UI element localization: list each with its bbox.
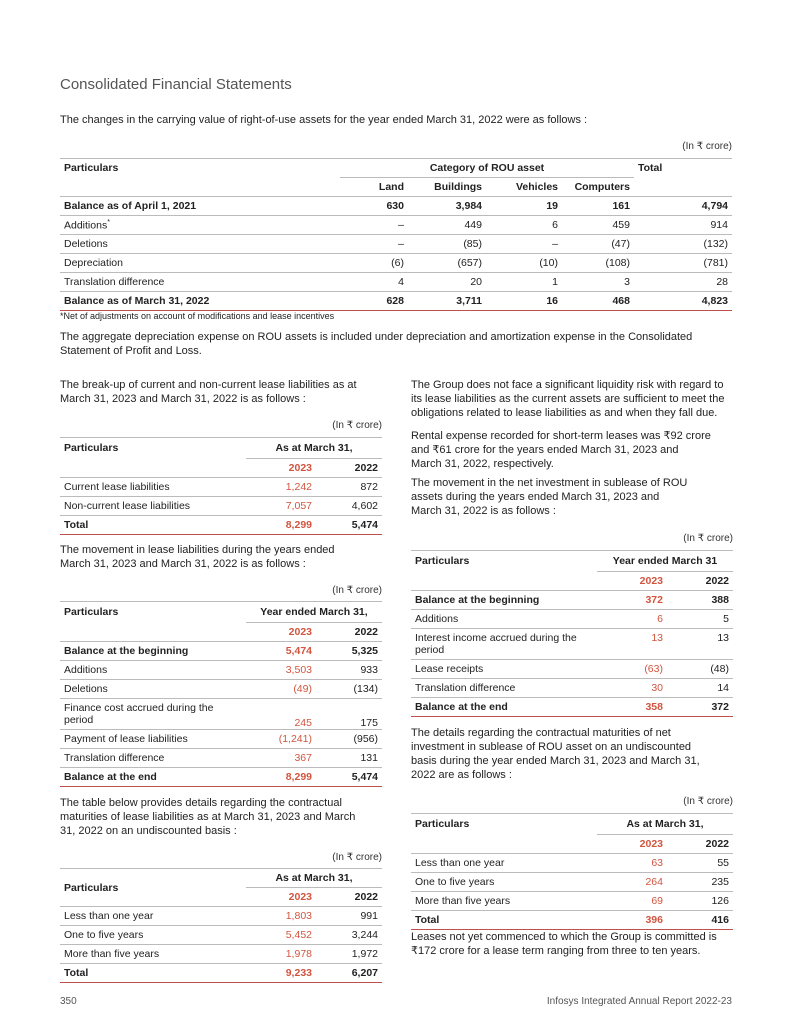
table-row (411, 678, 733, 697)
cell: (48) (667, 659, 733, 678)
table-row (60, 216, 732, 235)
intro-text: The changes in the carrying value of right-of-use assets for the year ended March 31, 2022 were as follows : (60, 114, 588, 126)
cell: (49) (246, 679, 316, 698)
cell: 264 (597, 872, 667, 891)
cell: 5,452 (246, 926, 316, 945)
col-particulars: Particulars (411, 814, 597, 835)
rou-unit: (In ₹ crore) (682, 141, 732, 152)
row-label: Additions (411, 609, 597, 628)
cell: 5,474 (246, 641, 316, 660)
cell: 1,803 (246, 907, 316, 926)
cell: 13 (597, 628, 667, 659)
cell: 19 (486, 197, 562, 216)
table-row (60, 945, 382, 964)
row-label: Balance at the end (60, 767, 246, 786)
row-label: Less than one year (411, 853, 597, 872)
row-label: Balance as of March 31, 2022 (60, 292, 340, 311)
table-row (60, 197, 732, 216)
cell: 9,233 (246, 964, 316, 983)
cell: 7,057 (246, 496, 316, 515)
table-row (60, 926, 382, 945)
cell: 3 (562, 273, 634, 292)
cell: 358 (597, 697, 667, 716)
cell: (47) (562, 235, 634, 254)
cell: 3,503 (246, 660, 316, 679)
cell: (134) (316, 679, 382, 698)
cell: 4 (340, 273, 408, 292)
cell: 459 (562, 216, 634, 235)
col-group: Year ended March 31 (597, 551, 733, 572)
cell: 14 (667, 678, 733, 697)
table-row (411, 659, 733, 678)
row-label: Translation difference (60, 748, 246, 767)
table-row (60, 729, 382, 748)
cell: 8,299 (246, 767, 316, 786)
left-p1: The break-up of current and non-current lease liabilities as at March 31, 2023 and March 31, 2022 is as follows : (60, 379, 357, 405)
cell: 4,602 (316, 496, 382, 515)
rou-after-text: The aggregate depreciation expense on ROU assets is included under depreciation and amortization expense in the Consolidated Statement of Profit and Loss. (60, 331, 693, 357)
cell: 235 (667, 872, 733, 891)
lease-movement-table (60, 601, 382, 787)
table-row (60, 254, 732, 273)
col-group: As at March 31, (246, 438, 382, 459)
cell: 8,299 (246, 515, 316, 534)
col-year-prior: 2022 (316, 888, 382, 907)
right-p4: The details regarding the contractual maturities of net investment in sublease of ROU asset on an undiscounted basis during the year ended March 31, 2023 and March 31, 2022 are as follows : (411, 727, 700, 781)
col-year-prior: 2022 (316, 622, 382, 641)
table-row (60, 292, 732, 311)
cell: 161 (562, 197, 634, 216)
t3-unit: (In ₹ crore) (332, 852, 382, 863)
page-title: Consolidated Financial Statements (60, 76, 292, 93)
cell: 468 (562, 292, 634, 311)
cell: 628 (340, 292, 408, 311)
cell: (956) (316, 729, 382, 748)
sublease-maturity-table (411, 813, 733, 930)
cell: 396 (597, 910, 667, 929)
cell: 13 (667, 628, 733, 659)
cell: (63) (597, 659, 667, 678)
cell: (781) (634, 254, 732, 273)
table-row (60, 477, 382, 496)
lease-liabilities-table (60, 437, 382, 535)
table-row (60, 964, 382, 983)
col-year-current: 2023 (246, 458, 316, 477)
cell: (6) (340, 254, 408, 273)
cell: 5,474 (316, 767, 382, 786)
row-label: Depreciation (60, 254, 340, 273)
cell: – (340, 235, 408, 254)
cell: 30 (597, 678, 667, 697)
row-label: Translation difference (60, 273, 340, 292)
t1-unit: (In ₹ crore) (332, 420, 382, 431)
table-row (60, 907, 382, 926)
right-p2: Rental expense recorded for short-term leases was ₹92 crore and ₹61 crore for the years ended March 31, 2023 and March 31, 2022, respectively. (411, 430, 711, 470)
cell: 872 (316, 477, 382, 496)
row-label: Balance at the end (411, 697, 597, 716)
cell: (1,241) (246, 729, 316, 748)
cell: (10) (486, 254, 562, 273)
cell: 131 (316, 748, 382, 767)
cell: 372 (667, 697, 733, 716)
table-row (60, 235, 732, 254)
col-particulars: Particulars (411, 551, 597, 572)
table-row (60, 641, 382, 660)
rou-col: Computers (562, 178, 634, 197)
row-label: Less than one year (60, 907, 246, 926)
rou-note: *Net of adjustments on account of modifications and lease incentives (60, 311, 335, 321)
right-p3: The movement in the net investment in sublease of ROU assets during the years ended March 31, 2023 and March 31, 2022 is as follows : (411, 477, 688, 517)
table-row (411, 891, 733, 910)
page-number: 350 (60, 996, 77, 1007)
cell: 126 (667, 891, 733, 910)
row-label: Additions* (60, 216, 340, 235)
table-row (60, 767, 382, 786)
rou-col: Land (340, 178, 408, 197)
rou-col: Buildings (408, 178, 486, 197)
cell: (108) (562, 254, 634, 273)
cell: 914 (634, 216, 732, 235)
cell: 1 (486, 273, 562, 292)
cell: 28 (634, 273, 732, 292)
cell: 3,244 (316, 926, 382, 945)
cell: 5,325 (316, 641, 382, 660)
row-label: Additions (60, 660, 246, 679)
lease-maturity-table (60, 868, 382, 983)
table-row (60, 660, 382, 679)
cell: 1,978 (246, 945, 316, 964)
t5-unit: (In ₹ crore) (683, 796, 733, 807)
row-label: Interest income accrued during the period (411, 628, 597, 659)
col-year-current: 2023 (246, 622, 316, 641)
right-p5: Leases not yet commenced to which the Group is committed is ₹172 crore for a lease term ranging from three to ten years. (411, 931, 717, 957)
table-row (411, 910, 733, 929)
cell: 5 (667, 609, 733, 628)
cell: 991 (316, 907, 382, 926)
col-year-prior: 2022 (667, 834, 733, 853)
cell: 5,474 (316, 515, 382, 534)
row-label: Balance at the beginning (411, 590, 597, 609)
cell: (85) (408, 235, 486, 254)
col-year-prior: 2022 (316, 458, 382, 477)
report-name: Infosys Integrated Annual Report 2022-23 (546, 996, 732, 1007)
col-year-current: 2023 (597, 571, 667, 590)
table-row (411, 609, 733, 628)
row-label: Deletions (60, 235, 340, 254)
cell: 3,711 (408, 292, 486, 311)
cell: 372 (597, 590, 667, 609)
cell: 4,794 (634, 197, 732, 216)
cell: 630 (340, 197, 408, 216)
row-label: Balance at the beginning (60, 641, 246, 660)
row-label: Translation difference (411, 678, 597, 697)
cell: 367 (246, 748, 316, 767)
cell: (132) (634, 235, 732, 254)
rou-h-total: Total (634, 159, 732, 178)
cell: 20 (408, 273, 486, 292)
col-group: As at March 31, (246, 869, 382, 888)
row-label: Finance cost accrued during the period (60, 698, 246, 729)
row-label: More than five years (60, 945, 246, 964)
col-particulars: Particulars (60, 869, 246, 907)
rou-col: Vehicles (486, 178, 562, 197)
cell: 6,207 (316, 964, 382, 983)
table-row (60, 748, 382, 767)
row-label: Lease receipts (411, 659, 597, 678)
row-label: Total (60, 964, 246, 983)
cell: 449 (408, 216, 486, 235)
cell: 416 (667, 910, 733, 929)
cell: 245 (246, 698, 316, 729)
col-particulars: Particulars (60, 438, 246, 459)
cell: 1,972 (316, 945, 382, 964)
cell: (657) (408, 254, 486, 273)
row-label: Deletions (60, 679, 246, 698)
cell: 3,984 (408, 197, 486, 216)
t2-unit: (In ₹ crore) (332, 585, 382, 596)
cell: 4,823 (634, 292, 732, 311)
col-group: As at March 31, (597, 814, 733, 835)
cell: – (486, 235, 562, 254)
row-label: More than five years (411, 891, 597, 910)
col-particulars: Particulars (60, 602, 246, 623)
cell: 63 (597, 853, 667, 872)
table-row (60, 496, 382, 515)
cell: 1,242 (246, 477, 316, 496)
row-label: One to five years (60, 926, 246, 945)
cell: 6 (597, 609, 667, 628)
rou-table (60, 158, 732, 311)
rou-h-category: Category of ROU asset (340, 159, 634, 178)
table-row (411, 853, 733, 872)
col-group: Year ended March 31, (246, 602, 382, 623)
col-year-prior: 2022 (667, 571, 733, 590)
table-row (411, 590, 733, 609)
row-label: One to five years (411, 872, 597, 891)
cell: – (340, 216, 408, 235)
cell: 69 (597, 891, 667, 910)
cell: 16 (486, 292, 562, 311)
t4-unit: (In ₹ crore) (683, 533, 733, 544)
left-p2: The movement in lease liabilities during the years ended March 31, 2023 and March 31, 2022 is as follows : (60, 544, 335, 570)
table-row (411, 628, 733, 659)
left-p3: The table below provides details regarding the contractual maturities of lease liabilities as at March 31, 2023 and March 31, 2022 on an undiscounted basis : (60, 797, 356, 837)
row-label: Total (411, 910, 597, 929)
cell: 388 (667, 590, 733, 609)
table-row (411, 697, 733, 716)
row-label: Non-current lease liabilities (60, 496, 246, 515)
col-year-current: 2023 (246, 888, 316, 907)
row-label: Balance as of April 1, 2021 (60, 197, 340, 216)
table-row (60, 515, 382, 534)
table-row (60, 679, 382, 698)
cell: 175 (316, 698, 382, 729)
row-label: Current lease liabilities (60, 477, 246, 496)
table-row (411, 872, 733, 891)
rou-h-particulars: Particulars (60, 159, 340, 178)
cell: 55 (667, 853, 733, 872)
cell: 933 (316, 660, 382, 679)
col-year-current: 2023 (597, 834, 667, 853)
table-row (60, 273, 732, 292)
row-label: Total (60, 515, 246, 534)
cell: 6 (486, 216, 562, 235)
table-row (60, 698, 382, 729)
row-label: Payment of lease liabilities (60, 729, 246, 748)
sublease-movement-table (411, 550, 733, 717)
right-p1: The Group does not face a significant liquidity risk with regard to its lease liabilities as the current assets are sufficient to meet the obligations related to lease liabilities as and when they fall due. (411, 379, 725, 419)
